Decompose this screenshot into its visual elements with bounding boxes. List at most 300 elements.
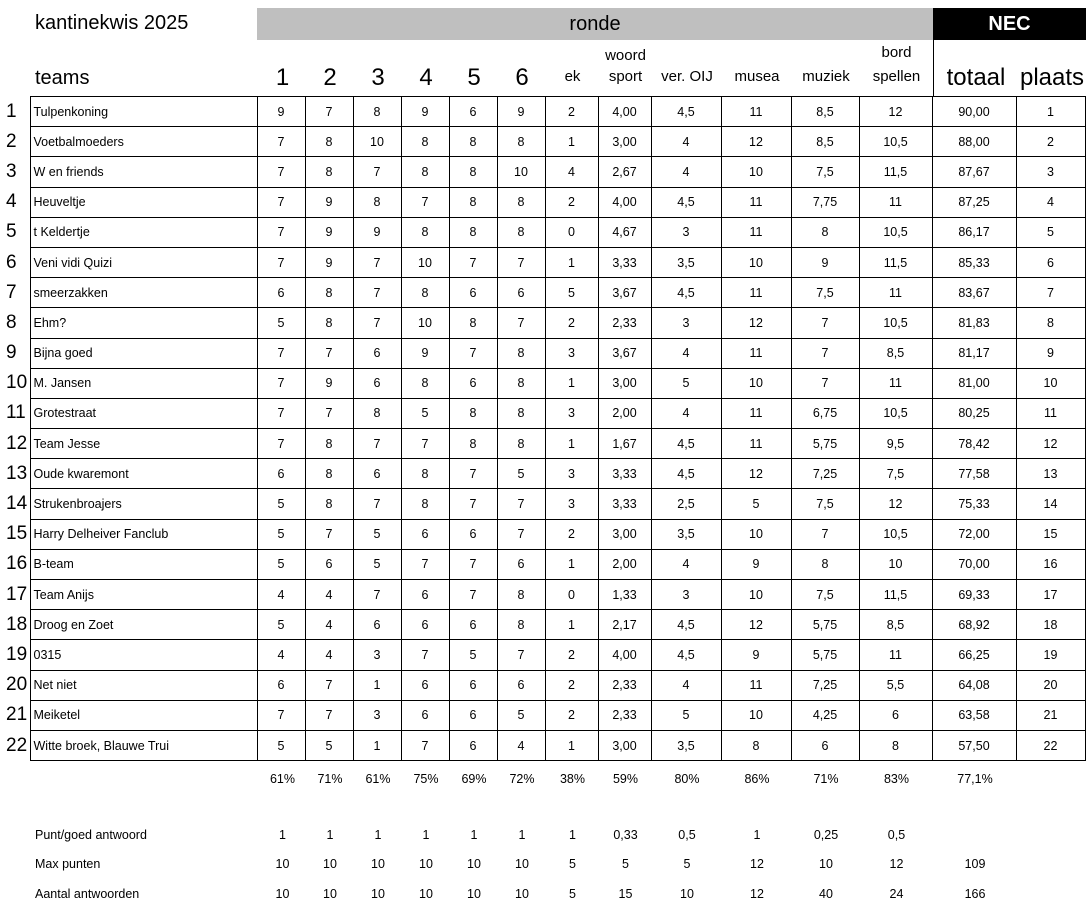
score-cell[interactable]: 7 bbox=[257, 247, 305, 277]
score-cell[interactable]: 75,33 bbox=[932, 489, 1016, 519]
score-cell[interactable]: 3,00 bbox=[598, 127, 651, 157]
score-cell[interactable]: 77,58 bbox=[932, 459, 1016, 489]
score-cell[interactable]: 10 bbox=[1016, 368, 1085, 398]
score-cell[interactable]: 12 bbox=[721, 610, 791, 640]
score-cell[interactable]: 8 bbox=[791, 549, 859, 579]
score-cell[interactable]: 3 bbox=[353, 700, 401, 730]
score-cell[interactable]: 11 bbox=[721, 398, 791, 428]
score-cell[interactable]: 5 bbox=[305, 730, 353, 760]
score-cell[interactable]: 11 bbox=[721, 338, 791, 368]
score-cell[interactable]: 2 bbox=[545, 700, 598, 730]
score-cell[interactable]: 9 bbox=[1016, 338, 1085, 368]
score-cell[interactable]: 4,5 bbox=[651, 278, 721, 308]
score-cell[interactable]: 5 bbox=[257, 730, 305, 760]
score-cell[interactable]: 5 bbox=[353, 519, 401, 549]
score-cell[interactable]: 2,00 bbox=[598, 549, 651, 579]
score-cell[interactable]: 11,5 bbox=[859, 157, 932, 187]
score-cell[interactable]: 12 bbox=[721, 308, 791, 338]
score-cell[interactable]: 8 bbox=[497, 217, 545, 247]
score-cell[interactable]: 8 bbox=[497, 610, 545, 640]
score-cell[interactable]: 3 bbox=[545, 459, 598, 489]
score-cell[interactable]: 5 bbox=[257, 489, 305, 519]
score-cell[interactable]: 1 bbox=[545, 429, 598, 459]
team-name-cell[interactable]: Team Anijs bbox=[30, 580, 257, 610]
score-cell[interactable]: 8 bbox=[305, 308, 353, 338]
score-cell[interactable]: 15 bbox=[1016, 519, 1085, 549]
score-cell[interactable]: 81,00 bbox=[932, 368, 1016, 398]
score-cell[interactable]: 10 bbox=[497, 157, 545, 187]
score-cell[interactable]: 7 bbox=[449, 549, 497, 579]
score-cell[interactable]: 6 bbox=[305, 549, 353, 579]
score-cell[interactable]: 1 bbox=[545, 549, 598, 579]
score-cell[interactable]: 8 bbox=[497, 338, 545, 368]
score-cell[interactable]: 70,00 bbox=[932, 549, 1016, 579]
score-cell[interactable]: 4,00 bbox=[598, 187, 651, 217]
score-cell[interactable]: 8 bbox=[497, 398, 545, 428]
score-cell[interactable]: 10 bbox=[401, 247, 449, 277]
score-cell[interactable]: 3 bbox=[651, 308, 721, 338]
score-cell[interactable]: 3 bbox=[651, 580, 721, 610]
score-cell[interactable]: 8 bbox=[353, 187, 401, 217]
score-cell[interactable]: 7 bbox=[257, 398, 305, 428]
score-cell[interactable]: 6 bbox=[1016, 247, 1085, 277]
score-cell[interactable]: 19 bbox=[1016, 640, 1085, 670]
score-cell[interactable]: 4 bbox=[305, 640, 353, 670]
score-cell[interactable]: 1 bbox=[545, 730, 598, 760]
score-cell[interactable]: 9 bbox=[257, 97, 305, 127]
score-cell[interactable]: 4 bbox=[305, 610, 353, 640]
score-cell[interactable]: 86,17 bbox=[932, 217, 1016, 247]
score-cell[interactable]: 2 bbox=[545, 519, 598, 549]
score-cell[interactable]: 8 bbox=[305, 429, 353, 459]
score-cell[interactable]: 4,00 bbox=[598, 640, 651, 670]
score-cell[interactable]: 12 bbox=[721, 459, 791, 489]
score-cell[interactable]: 9 bbox=[353, 217, 401, 247]
score-cell[interactable]: 5,5 bbox=[859, 670, 932, 700]
team-name-cell[interactable]: Voetbalmoeders bbox=[30, 127, 257, 157]
score-cell[interactable]: 5 bbox=[257, 519, 305, 549]
score-cell[interactable]: 7 bbox=[257, 429, 305, 459]
score-cell[interactable]: 7 bbox=[497, 308, 545, 338]
score-cell[interactable]: 6 bbox=[497, 670, 545, 700]
score-cell[interactable]: 8 bbox=[449, 127, 497, 157]
team-name-cell[interactable]: B-team bbox=[30, 549, 257, 579]
score-cell[interactable]: 8 bbox=[401, 459, 449, 489]
score-cell[interactable]: 0 bbox=[545, 217, 598, 247]
score-cell[interactable]: 9 bbox=[401, 338, 449, 368]
score-cell[interactable]: 7 bbox=[305, 519, 353, 549]
score-cell[interactable]: 8 bbox=[401, 127, 449, 157]
score-cell[interactable]: 7 bbox=[305, 398, 353, 428]
score-cell[interactable]: 83,67 bbox=[932, 278, 1016, 308]
score-cell[interactable]: 7,5 bbox=[791, 489, 859, 519]
score-cell[interactable]: 5 bbox=[449, 640, 497, 670]
score-cell[interactable]: 18 bbox=[1016, 610, 1085, 640]
score-cell[interactable]: 4,5 bbox=[651, 429, 721, 459]
score-cell[interactable]: 11 bbox=[859, 368, 932, 398]
score-cell[interactable]: 8 bbox=[353, 398, 401, 428]
score-cell[interactable]: 3 bbox=[353, 640, 401, 670]
score-cell[interactable]: 1,33 bbox=[598, 580, 651, 610]
score-cell[interactable]: 8 bbox=[401, 489, 449, 519]
score-cell[interactable]: 4,5 bbox=[651, 459, 721, 489]
score-cell[interactable]: 1 bbox=[545, 127, 598, 157]
score-cell[interactable]: 7,25 bbox=[791, 459, 859, 489]
team-name-cell[interactable]: Meiketel bbox=[30, 700, 257, 730]
score-cell[interactable]: 4 bbox=[257, 580, 305, 610]
team-name-cell[interactable]: Bijna goed bbox=[30, 338, 257, 368]
score-cell[interactable]: 8 bbox=[353, 97, 401, 127]
score-cell[interactable]: 6 bbox=[497, 278, 545, 308]
score-cell[interactable]: 7 bbox=[257, 338, 305, 368]
score-cell[interactable]: 8 bbox=[497, 580, 545, 610]
score-cell[interactable]: 3,67 bbox=[598, 338, 651, 368]
score-cell[interactable]: 11 bbox=[1016, 398, 1085, 428]
score-cell[interactable]: 1 bbox=[353, 730, 401, 760]
score-cell[interactable]: 3 bbox=[545, 398, 598, 428]
score-cell[interactable]: 5 bbox=[401, 398, 449, 428]
score-cell[interactable]: 3,33 bbox=[598, 459, 651, 489]
score-cell[interactable]: 11 bbox=[859, 187, 932, 217]
score-cell[interactable]: 6 bbox=[401, 580, 449, 610]
score-cell[interactable]: 8 bbox=[449, 187, 497, 217]
score-cell[interactable]: 3,00 bbox=[598, 519, 651, 549]
score-cell[interactable]: 16 bbox=[1016, 549, 1085, 579]
score-cell[interactable]: 9 bbox=[721, 549, 791, 579]
score-cell[interactable]: 72,00 bbox=[932, 519, 1016, 549]
score-cell[interactable]: 7 bbox=[497, 519, 545, 549]
score-cell[interactable]: 7 bbox=[449, 247, 497, 277]
score-cell[interactable]: 11 bbox=[721, 670, 791, 700]
score-cell[interactable]: 78,42 bbox=[932, 429, 1016, 459]
score-cell[interactable]: 7 bbox=[791, 308, 859, 338]
score-cell[interactable]: 2 bbox=[545, 187, 598, 217]
score-cell[interactable]: 7 bbox=[497, 489, 545, 519]
score-cell[interactable]: 85,33 bbox=[932, 247, 1016, 277]
score-cell[interactable]: 9 bbox=[401, 97, 449, 127]
score-cell[interactable]: 4 bbox=[257, 640, 305, 670]
score-cell[interactable]: 88,00 bbox=[932, 127, 1016, 157]
score-cell[interactable]: 5 bbox=[497, 459, 545, 489]
score-cell[interactable]: 1 bbox=[1016, 97, 1085, 127]
score-cell[interactable]: 8 bbox=[305, 278, 353, 308]
score-cell[interactable]: 81,17 bbox=[932, 338, 1016, 368]
score-cell[interactable]: 8 bbox=[305, 489, 353, 519]
score-cell[interactable]: 11 bbox=[721, 187, 791, 217]
score-cell[interactable]: 7 bbox=[353, 580, 401, 610]
score-cell[interactable]: 5 bbox=[651, 368, 721, 398]
team-name-cell[interactable]: M. Jansen bbox=[30, 368, 257, 398]
score-cell[interactable]: 2,33 bbox=[598, 670, 651, 700]
score-cell[interactable]: 0 bbox=[545, 580, 598, 610]
score-cell[interactable]: 11 bbox=[721, 278, 791, 308]
score-cell[interactable]: 6 bbox=[257, 278, 305, 308]
score-cell[interactable]: 69,33 bbox=[932, 580, 1016, 610]
score-cell[interactable]: 4 bbox=[651, 549, 721, 579]
score-cell[interactable]: 10 bbox=[721, 700, 791, 730]
score-cell[interactable]: 4 bbox=[651, 398, 721, 428]
score-cell[interactable]: 6 bbox=[449, 368, 497, 398]
score-cell[interactable]: 8 bbox=[449, 157, 497, 187]
score-cell[interactable]: 5 bbox=[257, 610, 305, 640]
score-cell[interactable]: 11,5 bbox=[859, 580, 932, 610]
score-cell[interactable]: 4 bbox=[545, 157, 598, 187]
score-cell[interactable]: 7,5 bbox=[791, 580, 859, 610]
score-cell[interactable]: 7 bbox=[401, 640, 449, 670]
score-cell[interactable]: 2 bbox=[545, 97, 598, 127]
score-cell[interactable]: 7 bbox=[257, 700, 305, 730]
score-cell[interactable]: 10 bbox=[721, 157, 791, 187]
score-cell[interactable]: 7,5 bbox=[791, 278, 859, 308]
score-cell[interactable]: 7 bbox=[257, 127, 305, 157]
score-cell[interactable]: 6 bbox=[401, 700, 449, 730]
score-cell[interactable]: 7 bbox=[449, 338, 497, 368]
score-cell[interactable]: 1 bbox=[545, 610, 598, 640]
score-cell[interactable]: 8 bbox=[449, 429, 497, 459]
team-name-cell[interactable]: Tulpenkoning bbox=[30, 97, 257, 127]
score-cell[interactable]: 80,25 bbox=[932, 398, 1016, 428]
score-cell[interactable]: 9 bbox=[791, 247, 859, 277]
score-cell[interactable]: 9 bbox=[497, 97, 545, 127]
score-cell[interactable]: 12 bbox=[859, 489, 932, 519]
score-cell[interactable]: 6 bbox=[401, 670, 449, 700]
score-cell[interactable]: 13 bbox=[1016, 459, 1085, 489]
score-cell[interactable]: 1,67 bbox=[598, 429, 651, 459]
score-cell[interactable]: 6 bbox=[401, 610, 449, 640]
team-name-cell[interactable]: Grotestraat bbox=[30, 398, 257, 428]
score-cell[interactable]: 4 bbox=[651, 670, 721, 700]
score-cell[interactable]: 8 bbox=[721, 730, 791, 760]
score-cell[interactable]: 11 bbox=[721, 97, 791, 127]
score-cell[interactable]: 1 bbox=[545, 368, 598, 398]
score-cell[interactable]: 8 bbox=[305, 157, 353, 187]
score-cell[interactable]: 8 bbox=[449, 308, 497, 338]
score-cell[interactable]: 6 bbox=[353, 338, 401, 368]
score-cell[interactable]: 4 bbox=[305, 580, 353, 610]
team-name-cell[interactable]: Droog en Zoet bbox=[30, 610, 257, 640]
score-cell[interactable]: 6 bbox=[353, 610, 401, 640]
score-cell[interactable]: 22 bbox=[1016, 730, 1085, 760]
score-cell[interactable]: 5 bbox=[353, 549, 401, 579]
team-name-cell[interactable]: Team Jesse bbox=[30, 429, 257, 459]
score-cell[interactable]: 7 bbox=[497, 247, 545, 277]
score-cell[interactable]: 2 bbox=[545, 670, 598, 700]
score-cell[interactable]: 7 bbox=[401, 730, 449, 760]
score-cell[interactable]: 7 bbox=[449, 580, 497, 610]
score-cell[interactable]: 6 bbox=[449, 730, 497, 760]
score-cell[interactable]: 7 bbox=[353, 308, 401, 338]
team-name-cell[interactable]: 0315 bbox=[30, 640, 257, 670]
score-cell[interactable]: 7 bbox=[257, 368, 305, 398]
score-cell[interactable]: 7 bbox=[305, 338, 353, 368]
team-name-cell[interactable]: smeerzakken bbox=[30, 278, 257, 308]
score-cell[interactable]: 10,5 bbox=[859, 519, 932, 549]
score-cell[interactable]: 3,00 bbox=[598, 730, 651, 760]
score-cell[interactable]: 9 bbox=[721, 640, 791, 670]
score-cell[interactable]: 2,17 bbox=[598, 610, 651, 640]
score-cell[interactable]: 6 bbox=[497, 549, 545, 579]
score-cell[interactable]: 6 bbox=[353, 368, 401, 398]
score-cell[interactable]: 7 bbox=[353, 429, 401, 459]
score-cell[interactable]: 3 bbox=[651, 217, 721, 247]
score-cell[interactable]: 4 bbox=[651, 127, 721, 157]
score-cell[interactable]: 2,67 bbox=[598, 157, 651, 187]
score-cell[interactable]: 8 bbox=[791, 217, 859, 247]
score-cell[interactable]: 5,75 bbox=[791, 640, 859, 670]
score-cell[interactable]: 7 bbox=[401, 429, 449, 459]
score-cell[interactable]: 8,5 bbox=[791, 97, 859, 127]
score-cell[interactable]: 7 bbox=[353, 489, 401, 519]
score-cell[interactable]: 2 bbox=[1016, 127, 1085, 157]
score-cell[interactable]: 4,5 bbox=[651, 610, 721, 640]
score-cell[interactable]: 64,08 bbox=[932, 670, 1016, 700]
score-cell[interactable]: 3,5 bbox=[651, 247, 721, 277]
score-cell[interactable]: 7 bbox=[257, 187, 305, 217]
score-cell[interactable]: 8 bbox=[401, 217, 449, 247]
score-cell[interactable]: 6 bbox=[449, 519, 497, 549]
score-cell[interactable]: 4 bbox=[1016, 187, 1085, 217]
team-name-cell[interactable]: Net niet bbox=[30, 670, 257, 700]
score-cell[interactable]: 4 bbox=[651, 338, 721, 368]
score-cell[interactable]: 4,5 bbox=[651, 97, 721, 127]
score-cell[interactable]: 7 bbox=[449, 459, 497, 489]
score-cell[interactable]: 21 bbox=[1016, 700, 1085, 730]
score-cell[interactable]: 8,5 bbox=[859, 610, 932, 640]
score-cell[interactable]: 90,00 bbox=[932, 97, 1016, 127]
score-cell[interactable]: 7 bbox=[353, 157, 401, 187]
score-cell[interactable]: 10 bbox=[401, 308, 449, 338]
score-cell[interactable]: 4,25 bbox=[791, 700, 859, 730]
score-cell[interactable]: 2,33 bbox=[598, 700, 651, 730]
score-cell[interactable]: 8 bbox=[497, 187, 545, 217]
score-cell[interactable]: 5,75 bbox=[791, 610, 859, 640]
score-cell[interactable]: 7 bbox=[791, 519, 859, 549]
score-cell[interactable]: 7 bbox=[791, 368, 859, 398]
score-cell[interactable]: 3 bbox=[1016, 157, 1085, 187]
score-cell[interactable]: 12 bbox=[859, 97, 932, 127]
score-cell[interactable]: 10,5 bbox=[859, 127, 932, 157]
team-name-cell[interactable]: Veni vidi Quizi bbox=[30, 247, 257, 277]
score-cell[interactable]: 8,5 bbox=[791, 127, 859, 157]
score-cell[interactable]: 7,5 bbox=[859, 459, 932, 489]
score-cell[interactable]: 6 bbox=[353, 459, 401, 489]
score-cell[interactable]: 5 bbox=[1016, 217, 1085, 247]
score-cell[interactable]: 8,5 bbox=[859, 338, 932, 368]
score-cell[interactable]: 7 bbox=[401, 187, 449, 217]
score-cell[interactable]: 10 bbox=[721, 519, 791, 549]
score-cell[interactable]: 9,5 bbox=[859, 429, 932, 459]
score-cell[interactable]: 1 bbox=[545, 247, 598, 277]
score-cell[interactable]: 7 bbox=[353, 247, 401, 277]
score-cell[interactable]: 5 bbox=[257, 549, 305, 579]
score-cell[interactable]: 6 bbox=[449, 670, 497, 700]
score-cell[interactable]: 7 bbox=[791, 338, 859, 368]
score-cell[interactable]: 7 bbox=[305, 670, 353, 700]
score-cell[interactable]: 9 bbox=[305, 368, 353, 398]
score-cell[interactable]: 11,5 bbox=[859, 247, 932, 277]
score-cell[interactable]: 17 bbox=[1016, 580, 1085, 610]
score-cell[interactable]: 63,58 bbox=[932, 700, 1016, 730]
score-cell[interactable]: 8 bbox=[497, 368, 545, 398]
score-cell[interactable]: 4 bbox=[497, 730, 545, 760]
score-cell[interactable]: 3 bbox=[545, 489, 598, 519]
team-name-cell[interactable]: Heuveltje bbox=[30, 187, 257, 217]
score-cell[interactable]: 10 bbox=[721, 580, 791, 610]
score-cell[interactable]: 10,5 bbox=[859, 398, 932, 428]
score-cell[interactable]: 8 bbox=[401, 278, 449, 308]
score-cell[interactable]: 10,5 bbox=[859, 308, 932, 338]
score-cell[interactable]: 4,5 bbox=[651, 187, 721, 217]
score-cell[interactable]: 68,92 bbox=[932, 610, 1016, 640]
score-cell[interactable]: 57,50 bbox=[932, 730, 1016, 760]
score-cell[interactable]: 10,5 bbox=[859, 217, 932, 247]
score-cell[interactable]: 6,75 bbox=[791, 398, 859, 428]
score-cell[interactable]: 4,67 bbox=[598, 217, 651, 247]
team-name-cell[interactable]: W en friends bbox=[30, 157, 257, 187]
score-cell[interactable]: 87,25 bbox=[932, 187, 1016, 217]
score-cell[interactable]: 3,33 bbox=[598, 247, 651, 277]
score-cell[interactable]: 10 bbox=[353, 127, 401, 157]
score-cell[interactable]: 66,25 bbox=[932, 640, 1016, 670]
score-cell[interactable]: 8 bbox=[401, 368, 449, 398]
score-cell[interactable]: 11 bbox=[721, 217, 791, 247]
score-cell[interactable]: 5 bbox=[651, 700, 721, 730]
score-cell[interactable]: 5 bbox=[257, 308, 305, 338]
team-name-cell[interactable]: Strukenbroajers bbox=[30, 489, 257, 519]
score-cell[interactable]: 5 bbox=[497, 700, 545, 730]
score-cell[interactable]: 87,67 bbox=[932, 157, 1016, 187]
score-cell[interactable]: 14 bbox=[1016, 489, 1085, 519]
score-cell[interactable]: 7 bbox=[257, 217, 305, 247]
score-cell[interactable]: 8 bbox=[305, 459, 353, 489]
score-cell[interactable]: 9 bbox=[305, 187, 353, 217]
score-cell[interactable]: 7 bbox=[257, 157, 305, 187]
score-cell[interactable]: 5 bbox=[721, 489, 791, 519]
score-cell[interactable]: 6 bbox=[859, 700, 932, 730]
team-name-cell[interactable]: t Keldertje bbox=[30, 217, 257, 247]
score-cell[interactable]: 1 bbox=[353, 670, 401, 700]
score-cell[interactable]: 9 bbox=[305, 217, 353, 247]
score-cell[interactable]: 3,5 bbox=[651, 730, 721, 760]
score-cell[interactable]: 7 bbox=[305, 97, 353, 127]
score-cell[interactable]: 9 bbox=[305, 247, 353, 277]
score-cell[interactable]: 6 bbox=[449, 700, 497, 730]
score-cell[interactable]: 8 bbox=[305, 127, 353, 157]
score-cell[interactable]: 8 bbox=[1016, 308, 1085, 338]
score-cell[interactable]: 12 bbox=[1016, 429, 1085, 459]
score-cell[interactable]: 6 bbox=[257, 459, 305, 489]
score-cell[interactable]: 2,33 bbox=[598, 308, 651, 338]
score-cell[interactable]: 8 bbox=[859, 730, 932, 760]
score-cell[interactable]: 7,5 bbox=[791, 157, 859, 187]
score-cell[interactable]: 3,5 bbox=[651, 519, 721, 549]
score-cell[interactable]: 2,5 bbox=[651, 489, 721, 519]
score-cell[interactable]: 10 bbox=[859, 549, 932, 579]
score-cell[interactable]: 4,5 bbox=[651, 640, 721, 670]
score-cell[interactable]: 11 bbox=[859, 278, 932, 308]
score-cell[interactable]: 4,00 bbox=[598, 97, 651, 127]
score-cell[interactable]: 11 bbox=[721, 429, 791, 459]
score-cell[interactable]: 20 bbox=[1016, 670, 1085, 700]
score-cell[interactable]: 8 bbox=[449, 398, 497, 428]
score-cell[interactable]: 6 bbox=[449, 97, 497, 127]
score-cell[interactable]: 7 bbox=[305, 700, 353, 730]
score-cell[interactable]: 5,75 bbox=[791, 429, 859, 459]
score-cell[interactable]: 6 bbox=[257, 670, 305, 700]
score-cell[interactable]: 8 bbox=[497, 127, 545, 157]
score-cell[interactable]: 6 bbox=[449, 278, 497, 308]
score-cell[interactable]: 3,67 bbox=[598, 278, 651, 308]
